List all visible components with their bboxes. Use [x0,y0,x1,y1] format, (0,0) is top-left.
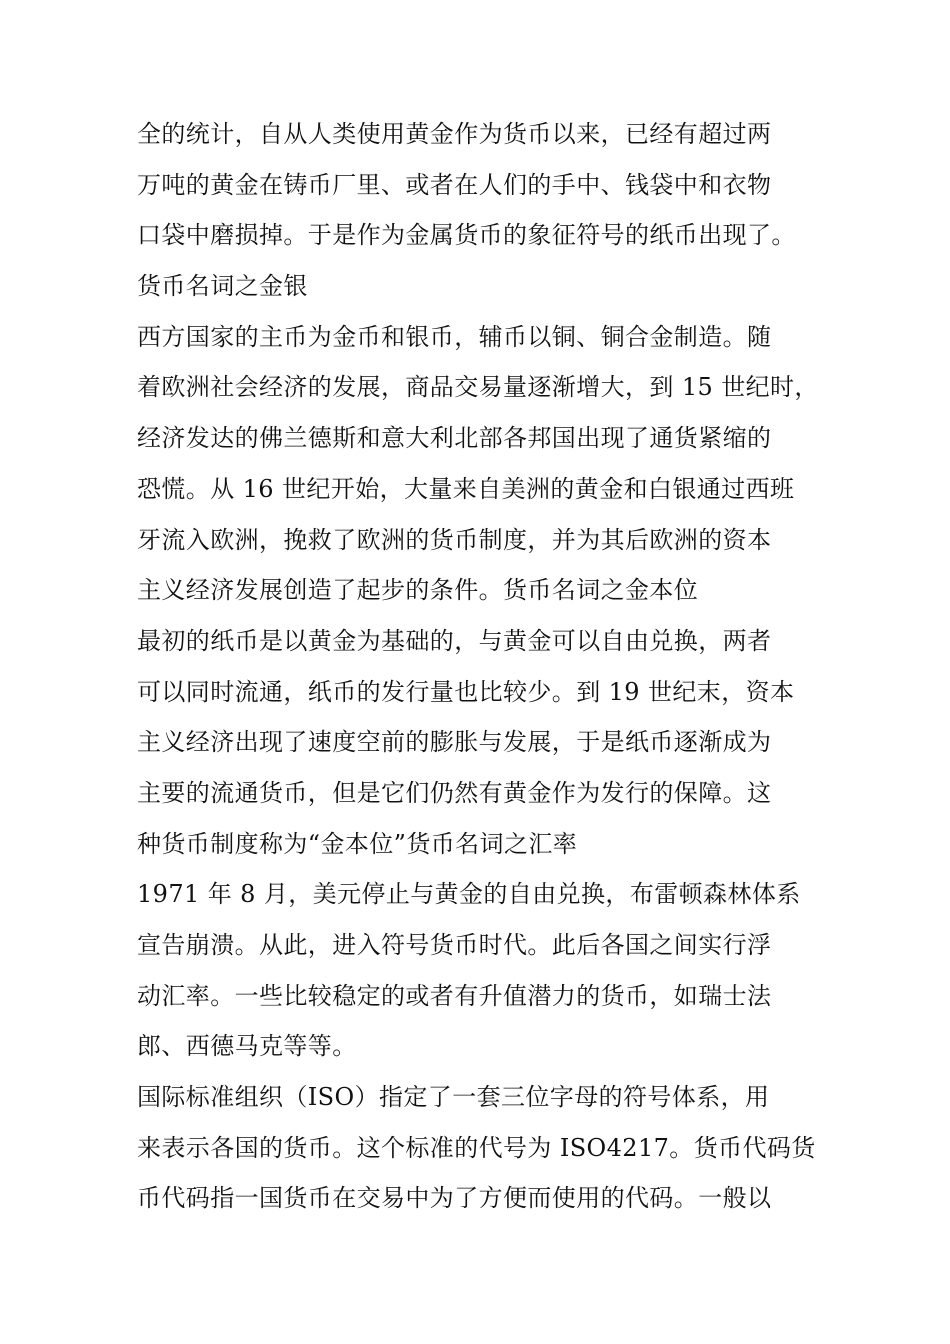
text-line: 着欧洲社会经济的发展，商品交易量逐渐增大，到 15 世纪时， [137,373,819,402]
section-heading: 货币名词之金银 [137,272,308,301]
text-line: 来表示各国的货币。这个标准的代号为 ISO4217。货币代码货 [137,1133,816,1162]
body-text [137,109,847,1224]
text-line: 全的统计，自从人类使用黄金作为货币以来，已经有超过两 [137,120,772,148]
text-line: 动汇率。一些比较稳定的或者有升值潜力的货币，如瑞士法 [137,981,772,1010]
text-line: 郎、西德马克等等。 [137,1032,357,1061]
text-line: 牙流入欧洲，挽救了欧洲的货币制度，并为其后欧洲的资本 [137,525,772,554]
text-line: 国际标准组织（ISO）指定了一套三位字母的符号体系，用 [137,1083,770,1112]
text-line: 宣告崩溃。从此，进入符号货币时代。此后各国之间实行浮 [137,931,772,959]
text-line: 经济发达的佛兰德斯和意大利北部各邦国出现了通货紧缩的 [137,424,772,453]
text-line: 口袋中磨损掉。于是作为金属货币的象征符号的纸币出现了。 [137,221,796,250]
text-line: 种货币制度称为“金本位”货币名词之汇率 [137,829,578,858]
text-line: 恐慌。从 16 世纪开始，大量来自美洲的黄金和白银通过西班 [137,474,795,503]
text-line: 币代码指一国货币在交易中为了方便而使用的代码。一般以 [137,1184,772,1213]
text-line: 主要的流通货币，但是它们仍然有黄金作为发行的保障。这 [137,778,772,807]
text-line: 西方国家的主币为金币和银币，辅币以铜、铜合金制造。随 [137,322,772,351]
text-line: 主义经济发展创造了起步的条件。货币名词之金本位 [137,576,699,605]
text-line: 1971 年 8 月，美元停止与黄金的自由兑换，布雷顿森林体系 [137,880,801,909]
text-line: 最初的纸币是以黄金为基础的，与黄金可以自由兑换，两者 [137,626,772,655]
text-line: 万吨的黄金在铸币厂里、或者在人们的手中、钱袋中和衣物 [137,170,772,199]
text-line: 可以同时流通，纸币的发行量也比较少。到 19 世纪末，资本 [137,677,795,706]
text-line: 主义经济出现了速度空前的膨胀与发展，于是纸币逐渐成为 [137,728,772,757]
